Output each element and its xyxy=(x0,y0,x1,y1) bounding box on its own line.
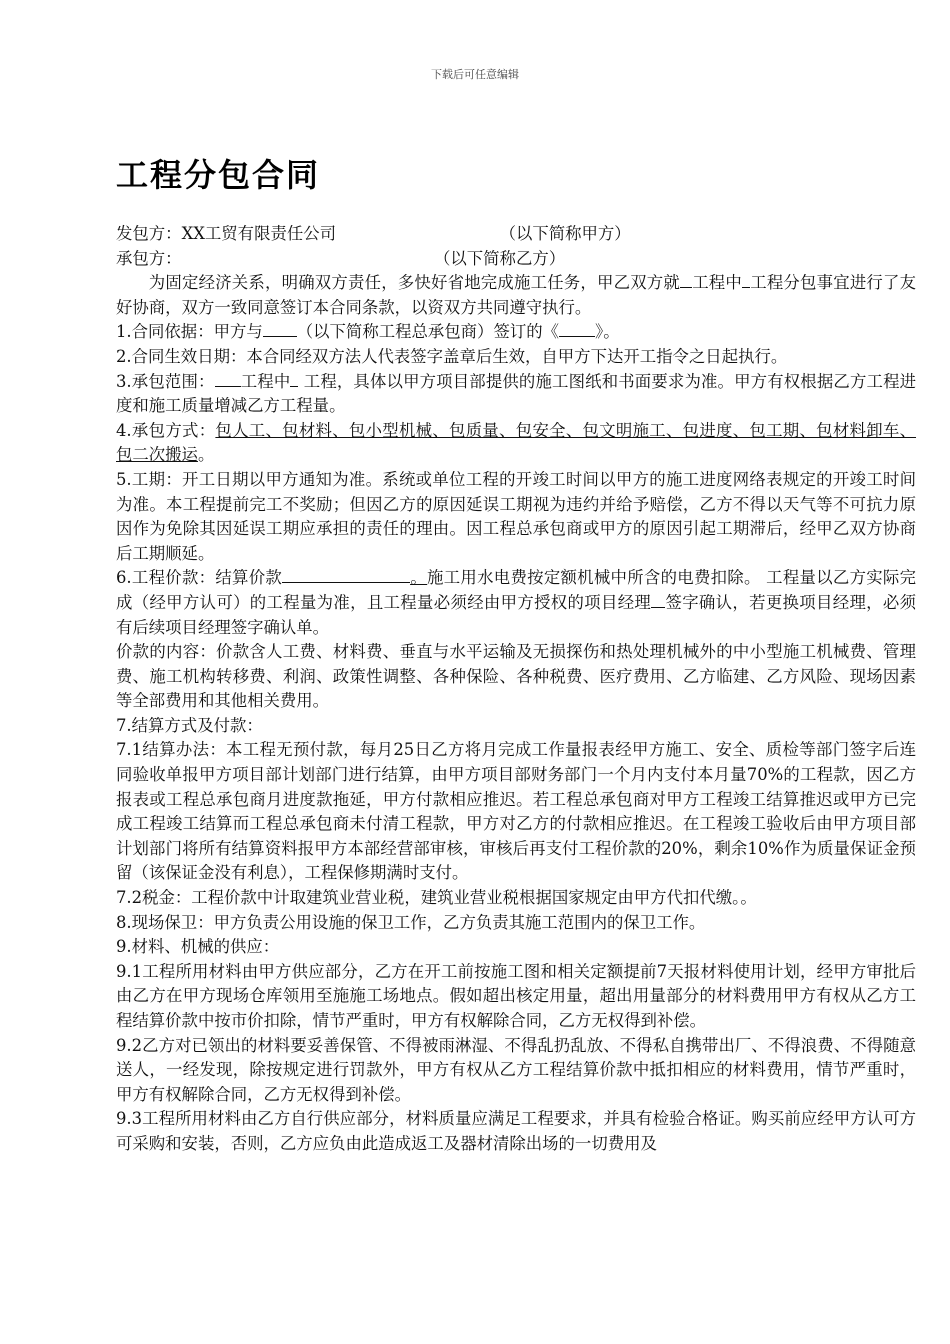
document-title: 工程分包合同 xyxy=(116,156,321,194)
intro-paragraph: 为固定经济关系，明确双方责任，多快好省地完成施工任务，甲乙双方就 工程中 工程分包事宜进行了友好协商，双方一致同意签订本合同条款，以资双方共同遵守执行。 xyxy=(116,273,917,317)
subcontractor-line xyxy=(116,247,916,272)
contract-body xyxy=(116,222,916,1157)
clause-4: 4.承包方式：包人工、包材料、包小型机械、包质量、包安全、包文明施工、包进度、包工期、包材料卸车、包二次搬运。 xyxy=(116,420,917,465)
clause-7-2: 7.2税金：工程价款中计取建筑业营业税，建筑业营业税根据国家规定由甲方代扣代缴。。 xyxy=(116,888,757,908)
clause-9: 9.材料、机械的供应： xyxy=(116,937,280,957)
clause-9-2: 9.2乙方对已领出的材料要妥善保管、不得被雨淋湿、不得乱扔乱放、不得私自携带出厂、不得浪费、不得随意送人，一经发现，除按规定进行罚款外，甲方有权从乙方工程结算价款中抵扣相应的材料费用，情节严重时，甲方有权解除合同，乙方无权得到补偿。 xyxy=(116,1035,916,1104)
price-content: 价款的内容：价款含人工费、材料费、垂直与水平运输及无损探伤和热处理机械外的中小型施工机械费、管理费、施工机构转移费、利润、政策性调整、各种保险、各种税费、医疗费用、乙方临建、乙方风险、现场因素等全部费用和其他相关费用。 xyxy=(116,642,916,711)
blank-field xyxy=(263,320,297,337)
clause-1: 1.合同依据：甲方与 （以下简称工程总承包商）签订的《 》。 xyxy=(116,322,620,342)
clause-7-1: 7.1结算办法：本工程无预付款，每月25日乙方将月完成工作量报表经甲方施工、安全、质检等部门签字后连同验收单报甲方项目部计划部门进行结算，由甲方项目部财务部门一个月内支付本月量70%的工程款，因乙方报表或工程总承包商月进度款拖延，甲方付款相应推迟。若工程总承包商对甲方工程竣工结算推迟或甲方已完成工程竣工结算而工程总承包商未付清工程款，甲方对乙方的付款相应推迟。在工程竣工验收后由甲方项目部计划部门将所有结算资料报甲方本部经营部审核，审核后再支付工程价款的20%，剩余10%作为质量保证金预留（该保证金没有利息），工程保修期满时支付。 xyxy=(116,740,916,883)
blank-field xyxy=(742,271,750,288)
blank-field xyxy=(651,591,665,608)
contractor-abbr: （以下简称甲方） xyxy=(499,224,631,243)
clause-9-1: 9.1工程所用材料由甲方供应部分，乙方在开工前按施工图和相关定额提前7天报材料使用计划，经甲方审批后由乙方在甲方现场仓库领用至施施工场地点。假如超出核定用量，超出用量部分的材料费用甲方有权从乙方工程结算价款中按市价扣除，情节严重时，甲方有权解除合同，乙方无权得到补偿。 xyxy=(116,961,916,1030)
clause-3: 3.承包范围： 工程中 工程，具体以甲方项目部提供的施工图纸和书面要求为准。甲方有权根据乙方工程进度和施工质量增减乙方工程量。 xyxy=(116,371,917,416)
blank-field xyxy=(680,271,692,288)
blank-field xyxy=(282,566,410,583)
clause-7: 7.结算方式及付款： xyxy=(116,715,263,735)
page-header: 下载后可任意编辑 xyxy=(431,68,519,81)
clause-6: 6.工程价款：结算价款 。施工用水电费按定额机械中所含的电费扣除。 工程量以乙方实际完成（经甲方认可）的工程量为准，且工程量必须经由甲方授权的项目经理 签字确认，若更换项目经理，必须有后续项目经理签字确认单。 xyxy=(116,568,917,637)
contractor-line xyxy=(116,222,916,247)
subcontractor-abbr: （以下简称乙方） xyxy=(434,248,566,268)
clause-8: 8.现场保卫：甲方负责公用设施的保卫工作，乙方负责其施工范围内的保卫工作。 xyxy=(116,912,706,932)
clause-5: 5.工期：开工日期以甲方通知为准。系统或单位工程的开竣工时间以甲方的施工进度网络表规定的开竣工时间为准。本工程提前完工不奖励；但因乙方的原因延误工期视为违约并给予赔偿，乙方不得以天气等不可抗力原因作为免除其因延误工期应承担的责任的理由。因工程总承包商或甲方的原因引起工期滞后，经甲乙双方协商后工期顺延。 xyxy=(116,469,916,563)
clause-9-3: 9.3工程所用材料由乙方自行供应部分，材料质量应满足工程要求，并具有检验合格证。购买前应经甲方认可方可采购和安装，否则，乙方应负由此造成返工及器材清除出场的一切费用及 xyxy=(116,1109,916,1153)
clause-2: 2.合同生效日期：本合同经双方法人代表签字盖章后生效，自甲方下达开工指令之日起执行。 xyxy=(116,346,788,366)
blank-field xyxy=(215,370,241,387)
contractor-name: XX工贸有限责任公司 xyxy=(181,224,337,243)
contractor-label: 发包方： xyxy=(116,224,182,243)
blank-field xyxy=(559,320,595,337)
subcontractor-label: 承包方： xyxy=(116,248,182,268)
